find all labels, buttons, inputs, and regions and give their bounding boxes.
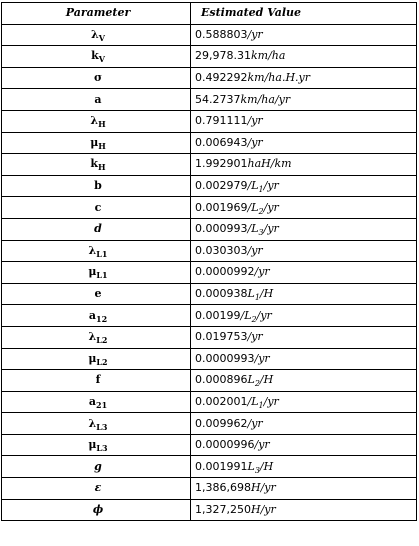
parameter-cell (2, 89, 191, 111)
value-cell (191, 132, 417, 154)
value-cell (191, 46, 417, 68)
table-row (2, 413, 417, 435)
parameter-cell (2, 348, 191, 370)
table-row (2, 67, 417, 89)
value-cell (191, 326, 417, 348)
value-number: 0.0000993 (195, 351, 255, 365)
table-row (2, 348, 417, 370)
value-number: 0.030303 (195, 243, 248, 257)
header-row (2, 3, 417, 25)
value-cell (191, 348, 417, 370)
parameter-cell (2, 370, 191, 392)
value-number: 0.0000996 (195, 438, 255, 452)
unit-subscript: 3 (258, 228, 264, 238)
value-number: 0.002001 (195, 394, 248, 408)
unit-subscript: 2 (254, 379, 260, 389)
value-number: 0.009962 (195, 416, 248, 430)
value-cell (191, 24, 417, 46)
value-cell (191, 370, 417, 392)
table-row (2, 175, 417, 197)
value-number: 54.2737 (195, 92, 241, 106)
unit-subscript: 1 (254, 293, 260, 303)
value-number: 0.006943 (195, 135, 248, 149)
table-row (2, 434, 417, 456)
parameter-subscript: 21 (96, 399, 108, 410)
value-number: 29,978.31 (195, 49, 251, 63)
value-unit: /yr (247, 330, 263, 344)
unit-subscript: 1 (258, 185, 264, 195)
value-cell (191, 456, 417, 478)
value-cell (191, 240, 417, 262)
parameter-cell (2, 110, 191, 132)
value-unit: $/L_2/yr$ (240, 308, 272, 324)
parameter-cell (2, 154, 191, 176)
parameter-symbol: d (94, 222, 102, 236)
value-unit: $L_3/H$ (247, 459, 274, 475)
parameter-symbol: λ (88, 243, 97, 257)
value-unit: /yr (247, 243, 263, 257)
table-body (2, 24, 417, 521)
parameter-cell (2, 24, 191, 46)
value-unit: /yr (247, 27, 263, 41)
parameter-subscript: V (98, 54, 105, 65)
value-unit: /yr (247, 416, 263, 430)
parameter-cell (2, 197, 191, 219)
value-cell (191, 499, 417, 521)
parameter-symbol: μ (88, 438, 97, 452)
value-unit: $/L_3/yr$ (247, 222, 279, 238)
parameter-symbol: μ (88, 351, 97, 365)
value-unit: $L_2/H$ (247, 373, 274, 389)
value-cell (191, 305, 417, 327)
table-row (2, 24, 417, 46)
value-number: 0.001991 (195, 459, 248, 473)
table-row (2, 89, 417, 111)
estimated-value-header: Estimated Value (191, 3, 417, 25)
value-unit: /yr (254, 265, 270, 279)
parameter-header: Parameter (2, 3, 191, 25)
parameter-symbol: λ (88, 416, 97, 430)
value-number: 1,327,250 (195, 502, 251, 516)
parameter-subscript: V (98, 32, 105, 43)
value-number: 0.000993 (195, 222, 248, 236)
value-unit: /yr (254, 438, 270, 452)
value-unit: haH/km (247, 157, 292, 171)
unit-subscript: 3 (254, 465, 260, 475)
value-number: 0.000896 (195, 373, 248, 387)
table-row (2, 499, 417, 521)
parameter-symbol: a (88, 394, 96, 408)
parameter-cell (2, 67, 191, 89)
parameter-cell (2, 175, 191, 197)
parameter-symbol: μ (88, 265, 97, 279)
value-cell (191, 478, 417, 500)
table-row (2, 110, 417, 132)
parameter-cell (2, 434, 191, 456)
parameter-subscript: H (98, 119, 106, 130)
parameter-subscript: 12 (96, 313, 108, 324)
table-row (2, 305, 417, 327)
value-unit: H/yr (250, 481, 276, 495)
parameter-cell (2, 240, 191, 262)
parameter-symbol: f (95, 373, 101, 387)
parameter-symbol: ε (94, 481, 102, 495)
parameter-cell (2, 218, 191, 240)
table-row (2, 283, 417, 305)
parameter-symbol: a (94, 92, 102, 106)
value-cell (191, 197, 417, 219)
parameter-symbol: k (90, 157, 99, 171)
value-unit: $/L_1/yr$ (247, 179, 279, 195)
parameter-cell (2, 326, 191, 348)
parameter-subscript: L2 (96, 356, 108, 367)
parameter-symbol: k (91, 49, 99, 63)
value-unit: km/ha/yr (240, 92, 291, 106)
value-unit: /yr (247, 114, 263, 128)
parameter-subscript: H (98, 140, 106, 151)
parameter-symbol: λ (88, 330, 97, 344)
table-row (2, 240, 417, 262)
parameter-symbol: g (94, 459, 102, 473)
value-cell (191, 67, 417, 89)
table-row (2, 46, 417, 68)
parameter-subscript: L1 (96, 248, 108, 259)
value-unit: /yr (254, 351, 270, 365)
parameter-symbol: ϕ (92, 502, 104, 516)
value-unit: $L_1/H$ (247, 287, 274, 303)
table-row (2, 326, 417, 348)
value-unit: /yr (247, 135, 263, 149)
parameter-subscript: L3 (96, 421, 108, 432)
parameter-cell (2, 413, 191, 435)
value-number: 1.992901 (195, 157, 248, 171)
parameter-symbol: λ (90, 114, 99, 128)
table-row (2, 262, 417, 284)
value-number: 0.00199 (195, 308, 241, 322)
parameter-symbol: e (94, 287, 102, 301)
value-cell (191, 154, 417, 176)
unit-subscript: 2 (251, 314, 257, 324)
parameter-symbol: a (88, 308, 96, 322)
value-number: 0.000938 (195, 287, 248, 301)
value-number: 0.019753 (195, 330, 248, 344)
value-cell (191, 89, 417, 111)
parameter-symbol: c (94, 200, 102, 214)
value-unit: km/ha.H.yr (247, 71, 311, 85)
parameter-cell (2, 283, 191, 305)
parameter-cell (2, 132, 191, 154)
parameter-table (1, 2, 417, 521)
table-row (2, 478, 417, 500)
parameter-subscript: L3 (96, 443, 108, 454)
value-number: 1,386,698 (195, 481, 251, 495)
value-unit: km/ha (250, 49, 286, 63)
parameter-subscript: L1 (96, 270, 108, 281)
parameter-cell (2, 391, 191, 413)
value-unit: $/L_1/yr$ (247, 394, 279, 410)
value-cell (191, 110, 417, 132)
value-number: 0.002979 (195, 179, 248, 193)
parameter-subscript: H (98, 162, 106, 173)
parameter-cell (2, 478, 191, 500)
value-number: 0.0000992 (195, 265, 255, 279)
value-unit: $/L_2/yr$ (247, 200, 279, 216)
table-row (2, 370, 417, 392)
parameter-cell (2, 46, 191, 68)
parameter-cell (2, 305, 191, 327)
value-cell (191, 413, 417, 435)
parameter-cell (2, 499, 191, 521)
value-number: 0.001969 (195, 200, 248, 214)
table-row (2, 456, 417, 478)
value-cell (191, 262, 417, 284)
value-number: 0.791111 (195, 114, 248, 128)
unit-subscript: 1 (258, 400, 264, 410)
value-cell (191, 391, 417, 413)
parameter-symbol: σ (93, 71, 103, 85)
value-number: 0.492292 (195, 71, 248, 85)
parameter-symbol: μ (90, 135, 99, 149)
parameter-subscript: L2 (96, 335, 108, 346)
value-unit: H/yr (250, 502, 276, 516)
table-row (2, 218, 417, 240)
table-row (2, 154, 417, 176)
parameter-cell (2, 262, 191, 284)
parameter-symbol: b (94, 179, 102, 193)
value-cell (191, 175, 417, 197)
table-row (2, 132, 417, 154)
table-row (2, 197, 417, 219)
table-row (2, 391, 417, 413)
unit-subscript: 2 (258, 206, 264, 216)
parameter-cell (2, 456, 191, 478)
parameter-symbol: λ (91, 27, 99, 41)
value-cell (191, 218, 417, 240)
value-number: 0.588803 (195, 27, 248, 41)
value-cell (191, 283, 417, 305)
value-cell (191, 434, 417, 456)
